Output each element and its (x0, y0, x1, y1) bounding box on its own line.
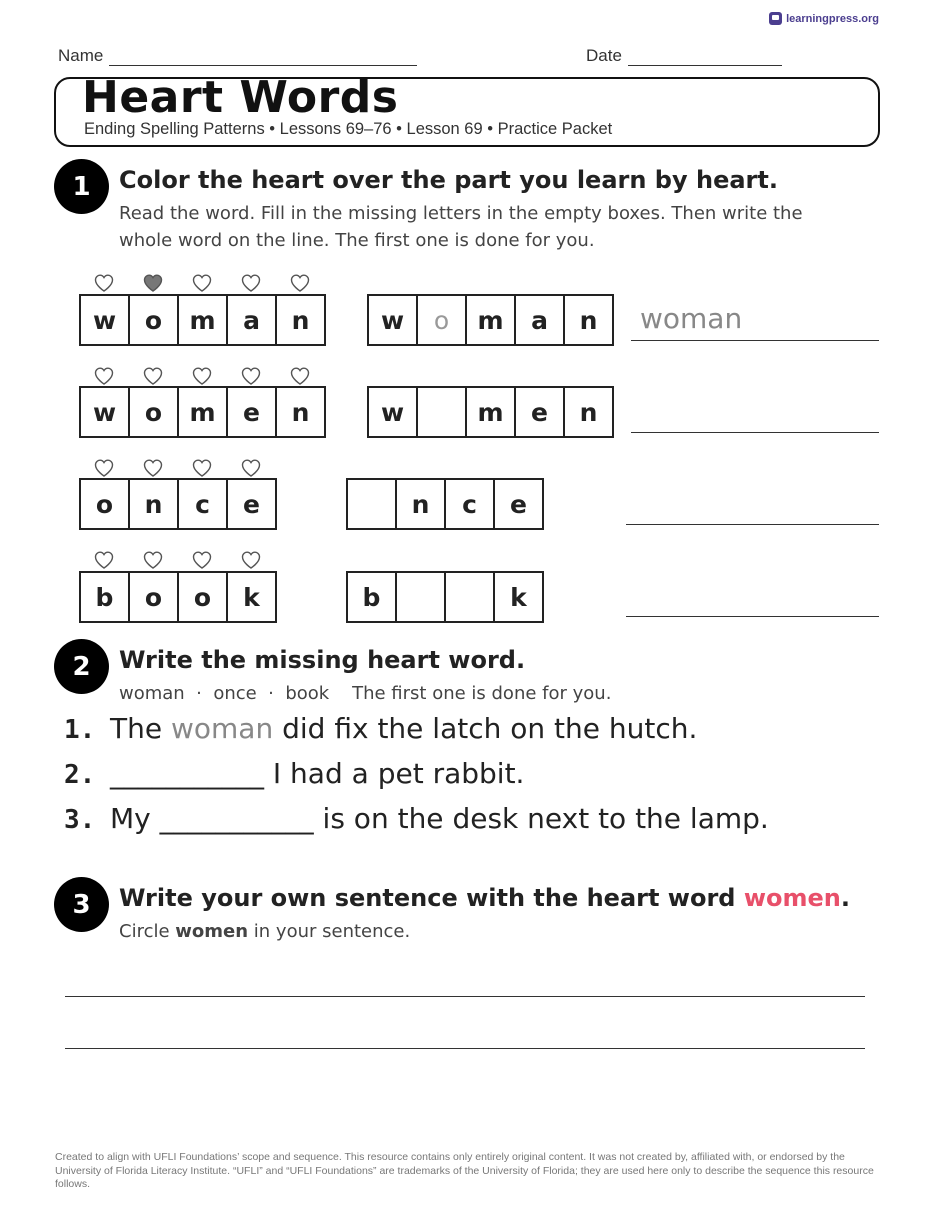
letter-box: b (348, 573, 397, 621)
section-1-badge: 1 (54, 159, 109, 214)
brand-text: learningpress.org (786, 12, 879, 25)
letter-box: m (467, 296, 516, 344)
sentence-3-blank[interactable]: ___________ (159, 802, 314, 835)
section-3-desc-after: in your sentence. (248, 921, 411, 942)
section-3-title-end: . (840, 884, 850, 912)
date-label: Date (586, 46, 622, 65)
letter-box: e (228, 388, 277, 436)
brand[interactable] (769, 12, 879, 25)
section-3-desc-word: women (175, 921, 249, 942)
letter-box: n (130, 480, 179, 528)
empty-letter-box[interactable] (418, 388, 467, 436)
letter-box: m (467, 388, 516, 436)
heart-outline-icon[interactable] (79, 459, 128, 477)
heart-outline-icon[interactable] (177, 274, 226, 292)
section-1-desc (119, 200, 803, 254)
letter-box: o (130, 296, 179, 344)
sentence-3 (64, 802, 769, 835)
answer-line-1[interactable] (631, 339, 879, 341)
sentence-1-after: did fix the latch on the hutch. (273, 712, 698, 745)
answer-line-4[interactable] (626, 615, 879, 617)
word-boxes-2 (79, 386, 326, 438)
section-1-title: Color the heart over the part you learn by heart. (119, 166, 778, 194)
heart-outline-icon[interactable] (128, 367, 177, 385)
heart-outline-icon[interactable] (275, 367, 324, 385)
empty-letter-box[interactable] (348, 480, 397, 528)
date-line[interactable] (628, 51, 782, 66)
answer-sample-1: woman (640, 302, 743, 335)
heart-filled-icon[interactable] (128, 274, 177, 292)
section-3-title-text: Write your own sentence with the heart word (119, 884, 744, 912)
letter-box: o (81, 480, 130, 528)
sentence-3-after: is on the desk next to the lamp. (313, 802, 769, 835)
sentence-2-number: 2. (64, 760, 96, 790)
sentence-write-line-2[interactable] (65, 1047, 865, 1049)
date-field[interactable] (586, 46, 782, 66)
blank-boxes-4 (346, 571, 544, 623)
sentence-2-blank[interactable]: ___________ (110, 757, 264, 790)
heart-outline-icon[interactable] (177, 459, 226, 477)
heart-outline-icon[interactable] (79, 274, 128, 292)
letter-box: k (243, 582, 260, 612)
page-subtitle: Ending Spelling Patterns • Lessons 69–76 • Lesson 69 • Practice Packet (84, 120, 613, 138)
name-field[interactable] (58, 46, 417, 66)
heart-outline-icon[interactable] (226, 459, 275, 477)
section-1-desc-line-1: Read the word. Fill in the missing letters in the empty boxes. Then write the (119, 203, 803, 224)
heart-outline-icon[interactable] (275, 274, 324, 292)
section-2-desc (119, 680, 611, 707)
letter-box: e (510, 489, 527, 519)
answer-line-2[interactable] (631, 431, 879, 433)
blank-boxes-1 (367, 294, 614, 346)
blank-boxes-3 (346, 478, 544, 530)
sentence-write-line-1[interactable] (65, 995, 865, 997)
heart-outline-icon[interactable] (177, 367, 226, 385)
empty-letter-box[interactable] (446, 573, 495, 621)
heart-outline-icon[interactable] (128, 459, 177, 477)
letter-box: w (81, 388, 130, 436)
letter-box: w (369, 296, 418, 344)
sentence-2 (64, 757, 524, 790)
section-1-desc-line-2: whole word on the line. The first one is done for you. (119, 230, 595, 251)
heart-outline-icon[interactable] (177, 551, 226, 569)
heart-outline-icon[interactable] (226, 551, 275, 569)
sentence-1-number: 1. (64, 715, 96, 745)
letter-box: o (418, 296, 467, 344)
section-3-desc (119, 918, 410, 945)
letter-box: n (579, 305, 598, 335)
letter-box: a (516, 296, 565, 344)
letter-box: n (291, 305, 310, 335)
heart-outline-icon[interactable] (226, 274, 275, 292)
heart-row-2 (79, 367, 324, 385)
empty-letter-box[interactable] (397, 573, 446, 621)
section-3-heart-word: women (743, 884, 841, 912)
letter-box: n (291, 397, 310, 427)
letter-box: n (579, 397, 598, 427)
word-boxes-4 (79, 571, 277, 623)
section-3-badge: 3 (54, 877, 109, 932)
letter-box: b (81, 573, 130, 621)
book-logo-icon (769, 12, 782, 25)
footer-disclaimer: Created to align with UFLI Foundations’ scope and sequence. This resource contains only entirely original content. It was not created by, affiliated with, or endorsed by the University of Florida Literacy Institute. “UFLI” and “UFLI Foundations” are trademarks of the University of Florida; they are used here only to describe the sequence this resource follows. (55, 1151, 874, 1190)
letter-box: o (179, 573, 228, 621)
sentence-2-after: I had a pet rabbit. (264, 757, 525, 790)
letter-box: m (179, 296, 228, 344)
blank-boxes-2 (367, 386, 614, 438)
letter-box: m (179, 388, 228, 436)
heart-outline-icon[interactable] (226, 367, 275, 385)
word-boxes-1 (79, 294, 326, 346)
section-2-badge: 2 (54, 639, 109, 694)
heart-row-1 (79, 274, 324, 292)
letter-box: c (179, 480, 228, 528)
letter-box: n (397, 480, 446, 528)
letter-box: e (516, 388, 565, 436)
section-2-title: Write the missing heart word. (119, 646, 526, 674)
letter-box: o (130, 573, 179, 621)
section-2-hint: The first one is done for you. (352, 683, 612, 704)
name-label: Name (58, 46, 104, 65)
section-3-desc-before: Circle (119, 921, 176, 942)
letter-box: e (243, 489, 260, 519)
letter-box: a (228, 296, 277, 344)
sentence-3-before: My (110, 802, 160, 835)
answer-line-3[interactable] (626, 523, 879, 525)
sentence-3-number: 3. (64, 805, 96, 835)
heart-outline-icon[interactable] (128, 551, 177, 569)
letter-box: o (130, 388, 179, 436)
sentence-1 (64, 712, 697, 745)
name-line[interactable] (109, 51, 417, 66)
heart-row-3 (79, 459, 275, 477)
letter-box: w (369, 388, 418, 436)
page-title: Heart Words (82, 72, 399, 123)
heart-row-4 (79, 551, 275, 569)
section-3-title (119, 884, 850, 912)
letter-box: k (510, 582, 527, 612)
sentence-1-before: The (110, 712, 171, 745)
letter-box: w (81, 296, 130, 344)
word-boxes-3 (79, 478, 277, 530)
letter-box: c (446, 480, 495, 528)
word-bank: woman · once · book (119, 683, 330, 704)
heart-outline-icon[interactable] (79, 551, 128, 569)
sentence-1-answer: woman (170, 712, 274, 745)
heart-outline-icon[interactable] (79, 367, 128, 385)
